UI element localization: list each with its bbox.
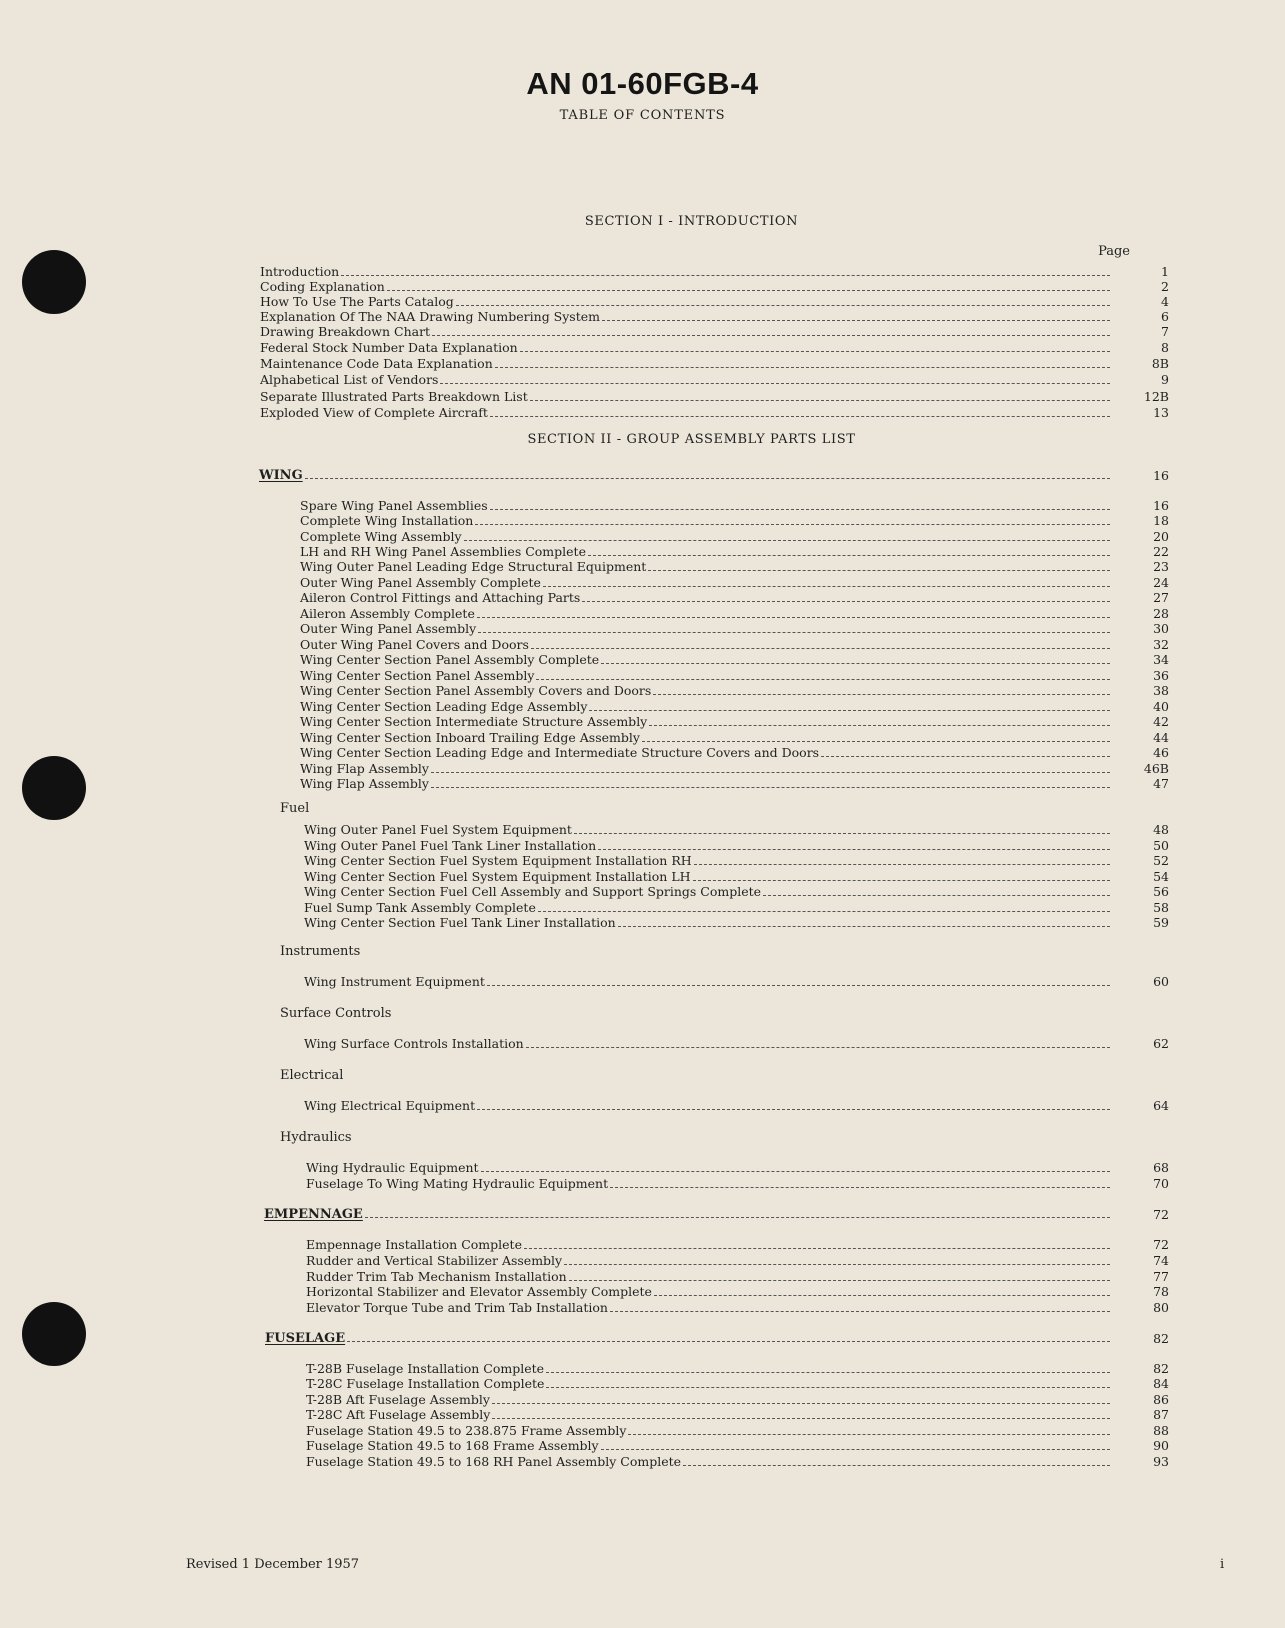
entry-page: 9 — [1161, 372, 1169, 387]
entry-title: Outer Wing Panel Assembly Complete — [300, 575, 541, 590]
dot-leader — [305, 478, 1110, 479]
entry-title: Wing Center Section Fuel Tank Liner Installation — [304, 915, 616, 930]
entry-title: T-28C Aft Fuselage Assembly — [306, 1407, 491, 1422]
toc-entry[interactable] — [300, 683, 1169, 699]
toc-entry[interactable] — [300, 668, 1169, 684]
entry-title: Spare Wing Panel Assemblies — [300, 498, 488, 513]
toc-entry[interactable] — [260, 324, 1169, 340]
toc-entry[interactable] — [300, 498, 1169, 514]
dot-leader — [530, 400, 1110, 401]
dot-leader — [481, 1171, 1110, 1172]
revision-date: Revised 1 December 1957 — [186, 1557, 360, 1572]
entry-page: 82 — [1153, 1361, 1169, 1376]
dot-leader — [683, 1465, 1110, 1466]
entry-page: 68 — [1153, 1160, 1169, 1175]
group-wing[interactable] — [259, 468, 1169, 484]
toc-entry[interactable] — [306, 1237, 1169, 1253]
entry-page: 6 — [1161, 309, 1169, 324]
entry-title: Aileron Control Fittings and Attaching Parts — [300, 590, 581, 605]
entry-page: 46 — [1153, 745, 1169, 760]
entry-page: 18 — [1153, 513, 1169, 528]
group-label-wing: WING — [259, 468, 303, 483]
entry-title: Wing Center Section Leading Edge and Intermediate Structure Covers and Doors — [300, 745, 820, 760]
toc-entry[interactable] — [304, 1098, 1169, 1114]
entry-page: 48 — [1153, 822, 1169, 837]
toc-entry[interactable] — [300, 575, 1169, 591]
entry-page: 23 — [1153, 559, 1169, 574]
entry-page: 12B — [1143, 389, 1169, 404]
toc-entry[interactable] — [304, 974, 1169, 990]
toc-entry[interactable] — [304, 1036, 1169, 1052]
dot-leader — [546, 1387, 1110, 1388]
entry-title: Rudder and Vertical Stabilizer Assembly — [306, 1253, 563, 1268]
entry-title: Alphabetical List of Vendors — [260, 372, 439, 387]
entry-title: Wing Electrical Equipment — [304, 1098, 476, 1113]
subgroup-instruments: Instruments — [280, 944, 361, 959]
dot-leader — [569, 1280, 1110, 1281]
section-1-heading: SECTION I - INTRODUCTION — [584, 214, 799, 229]
entry-title: Wing Center Section Leading Edge Assembly — [300, 699, 588, 714]
dot-leader — [601, 1449, 1110, 1450]
dot-leader — [475, 524, 1110, 525]
dot-leader — [456, 305, 1110, 306]
entry-page: 46B — [1143, 761, 1169, 776]
toc-title: TABLE OF CONTENTS — [559, 108, 726, 123]
toc-entry[interactable] — [300, 714, 1169, 730]
section-2-heading: SECTION II - GROUP ASSEMBLY PARTS LIST — [527, 432, 856, 447]
dot-leader — [694, 864, 1110, 865]
entry-page: 24 — [1153, 575, 1169, 590]
entry-page: 32 — [1153, 637, 1169, 652]
toc-entry[interactable] — [260, 389, 1169, 405]
subgroup-hydraulics: Hydraulics — [280, 1130, 352, 1145]
toc-entry[interactable] — [300, 730, 1169, 746]
dot-leader — [546, 1372, 1110, 1373]
binder-hole-bottom — [22, 1302, 86, 1366]
entry-title: Fuel Sump Tank Assembly Complete — [304, 900, 536, 915]
dot-leader — [526, 1047, 1110, 1048]
entry-page: 86 — [1153, 1392, 1169, 1407]
toc-entry[interactable] — [300, 776, 1169, 792]
group-fuselage[interactable] — [265, 1331, 1169, 1347]
entry-page: 90 — [1153, 1438, 1169, 1453]
entry-title: Elevator Torque Tube and Trim Tab Installation — [306, 1300, 608, 1315]
toc-entry[interactable] — [260, 309, 1169, 325]
dot-leader — [536, 679, 1110, 680]
dot-leader — [520, 351, 1110, 352]
entry-title: Introduction — [260, 264, 340, 279]
toc-entry[interactable] — [260, 356, 1169, 372]
entry-page: 27 — [1153, 590, 1169, 605]
entry-page: 4 — [1161, 294, 1169, 309]
toc-entry[interactable] — [300, 761, 1169, 777]
entry-title: Rudder Trim Tab Mechanism Installation — [306, 1269, 567, 1284]
entry-title: Maintenance Code Data Explanation — [260, 356, 493, 371]
entry-title: Aileron Assembly Complete — [300, 606, 475, 621]
toc-entry[interactable] — [300, 606, 1169, 622]
toc-entry[interactable] — [304, 853, 1169, 869]
entry-page: 38 — [1153, 683, 1169, 698]
page-number: i — [1220, 1557, 1225, 1572]
entry-page: 30 — [1153, 621, 1169, 636]
entry-page: 93 — [1153, 1454, 1169, 1469]
toc-entry[interactable] — [300, 699, 1169, 715]
dot-leader — [610, 1187, 1110, 1188]
entry-page: 78 — [1153, 1284, 1169, 1299]
entry-page: 70 — [1153, 1176, 1169, 1191]
toc-entry[interactable] — [306, 1269, 1169, 1285]
dot-leader — [477, 617, 1110, 618]
group-empennage[interactable] — [264, 1207, 1169, 1223]
dot-leader — [564, 1264, 1110, 1265]
entry-title: Outer Wing Panel Covers and Doors — [300, 637, 529, 652]
toc-entry[interactable] — [260, 264, 1169, 280]
entry-title: Empennage Installation Complete — [306, 1237, 522, 1252]
entry-page: 42 — [1153, 714, 1169, 729]
dot-leader — [821, 756, 1110, 757]
entry-title: Wing Center Section Panel Assembly Complete — [300, 652, 600, 667]
toc-entry[interactable] — [306, 1176, 1169, 1192]
entry-title: Complete Wing Installation — [300, 513, 474, 528]
entry-title: Outer Wing Panel Assembly — [300, 621, 477, 636]
dot-leader — [654, 1295, 1110, 1296]
entry-page: 40 — [1153, 699, 1169, 714]
entry-page: 28 — [1153, 606, 1169, 621]
toc-entry[interactable] — [300, 637, 1169, 653]
entry-title: Wing Center Section Fuel System Equipment Installation LH — [304, 869, 691, 884]
toc-entry[interactable] — [304, 900, 1169, 916]
toc-entry[interactable] — [260, 279, 1169, 295]
entry-title: Fuselage To Wing Mating Hydraulic Equipment — [306, 1176, 609, 1191]
entry-page: 20 — [1153, 529, 1169, 544]
dot-leader — [490, 416, 1110, 417]
dot-leader — [653, 694, 1110, 695]
entry-title: Wing Flap Assembly — [300, 776, 429, 791]
entry-page: 80 — [1153, 1300, 1169, 1315]
entry-title: Wing Center Section Panel Assembly Covers and Doors — [300, 683, 652, 698]
dot-leader — [464, 540, 1110, 541]
page-column-label: Page — [1098, 244, 1130, 259]
dot-leader — [618, 926, 1110, 927]
toc-entry[interactable] — [306, 1407, 1169, 1423]
dot-leader — [524, 1248, 1110, 1249]
toc-entry[interactable] — [304, 884, 1169, 900]
toc-entry[interactable] — [260, 340, 1169, 356]
toc-entry[interactable] — [300, 559, 1169, 575]
entry-title: Drawing Breakdown Chart — [260, 324, 431, 339]
entry-page: 87 — [1153, 1407, 1169, 1422]
entry-title: Horizontal Stabilizer and Elevator Assembly Complete — [306, 1284, 652, 1299]
entry-title: Wing Center Section Fuel System Equipment Installation RH — [304, 853, 692, 868]
dot-leader — [610, 1311, 1110, 1312]
dot-leader — [588, 555, 1110, 556]
dot-leader — [387, 290, 1110, 291]
entry-title: Coding Explanation — [260, 279, 385, 294]
dot-leader — [432, 335, 1110, 336]
toc-entry[interactable] — [300, 621, 1169, 637]
entry-page: 77 — [1153, 1269, 1169, 1284]
dot-leader — [431, 787, 1110, 788]
toc-entry[interactable] — [306, 1454, 1169, 1470]
entry-title: LH and RH Wing Panel Assemblies Complete — [300, 544, 586, 559]
dot-leader — [478, 632, 1110, 633]
dot-leader — [495, 367, 1110, 368]
toc-entry[interactable] — [306, 1376, 1169, 1392]
dot-leader — [763, 895, 1110, 896]
group-page: 82 — [1153, 1331, 1169, 1346]
dot-leader — [365, 1217, 1110, 1218]
entry-title: Wing Outer Panel Fuel Tank Liner Installation — [304, 838, 597, 853]
entry-title: Fuselage Station 49.5 to 168 RH Panel Assembly Complete — [306, 1454, 682, 1469]
entry-title: Wing Outer Panel Leading Edge Structural Equipment — [300, 559, 647, 574]
entry-title: Fuselage Station 49.5 to 238.875 Frame Assembly — [306, 1423, 627, 1438]
entry-title: Wing Center Section Inboard Trailing Edge Assembly — [300, 730, 640, 745]
dot-leader — [628, 1434, 1110, 1435]
entry-page: 22 — [1153, 544, 1169, 559]
entry-page: 59 — [1153, 915, 1169, 930]
toc-entry[interactable] — [304, 915, 1169, 931]
entry-title: Fuselage Station 49.5 to 168 Frame Assembly — [306, 1438, 599, 1453]
toc-entry[interactable] — [300, 544, 1169, 560]
dot-leader — [602, 320, 1110, 321]
entry-page: 36 — [1153, 668, 1169, 683]
dot-leader — [582, 601, 1110, 602]
entry-title: Wing Outer Panel Fuel System Equipment — [304, 822, 572, 837]
toc-entry[interactable] — [306, 1423, 1169, 1439]
entry-page: 44 — [1153, 730, 1169, 745]
dot-leader — [642, 741, 1110, 742]
toc-entry[interactable] — [306, 1253, 1169, 1269]
entry-page: 8B — [1151, 356, 1169, 371]
binder-hole-top — [22, 250, 86, 314]
entry-page: 88 — [1153, 1423, 1169, 1438]
entry-page: 13 — [1153, 405, 1169, 420]
entry-page: 50 — [1153, 838, 1169, 853]
toc-entry[interactable] — [300, 652, 1169, 668]
entry-page: 16 — [1153, 498, 1169, 513]
dot-leader — [492, 1403, 1110, 1404]
dot-leader — [538, 911, 1110, 912]
dot-leader — [589, 710, 1110, 711]
entry-title: Wing Center Section Fuel Cell Assembly and Support Springs Complete — [304, 884, 762, 899]
subgroup-electrical: Electrical — [280, 1068, 344, 1083]
toc-entry[interactable] — [300, 590, 1169, 606]
binder-hole-middle — [22, 756, 86, 820]
subgroup-fuel: Fuel — [280, 801, 310, 816]
group-page: 72 — [1153, 1207, 1169, 1222]
entry-page: 62 — [1153, 1036, 1169, 1051]
toc-entry[interactable] — [306, 1361, 1169, 1377]
toc-entry[interactable] — [306, 1284, 1169, 1300]
entry-title: Wing Surface Controls Installation — [304, 1036, 524, 1051]
entry-page: 72 — [1153, 1237, 1169, 1252]
entry-page: 60 — [1153, 974, 1169, 989]
dot-leader — [648, 570, 1110, 571]
toc-entry[interactable] — [260, 294, 1169, 310]
toc-entry[interactable] — [306, 1392, 1169, 1408]
dot-leader — [440, 383, 1110, 384]
entry-page: 1 — [1161, 264, 1169, 279]
entry-title: Explanation Of The NAA Drawing Numbering System — [260, 309, 600, 324]
entry-title: T-28B Aft Fuselage Assembly — [306, 1392, 490, 1407]
entry-page: 52 — [1153, 853, 1169, 868]
entry-title: Wing Center Section Intermediate Structure Assembly — [300, 714, 648, 729]
dot-leader — [477, 1109, 1110, 1110]
entry-page: 56 — [1153, 884, 1169, 899]
entry-page: 2 — [1161, 279, 1169, 294]
entry-title: Federal Stock Number Data Explanation — [260, 340, 518, 355]
toc-entry[interactable] — [300, 529, 1169, 545]
toc-entry[interactable] — [304, 822, 1169, 838]
toc-entry[interactable] — [260, 405, 1169, 421]
entry-title: How To Use The Parts Catalog — [260, 294, 454, 309]
entry-title: Complete Wing Assembly — [300, 529, 462, 544]
entry-title: Wing Flap Assembly — [300, 761, 429, 776]
dot-leader — [601, 663, 1110, 664]
dot-leader — [598, 849, 1110, 850]
toc-entry[interactable] — [306, 1160, 1169, 1176]
dot-leader — [492, 1418, 1110, 1419]
dot-leader — [649, 725, 1110, 726]
group-page: 16 — [1153, 468, 1169, 483]
toc-entry[interactable] — [306, 1438, 1169, 1454]
group-label-fuselage: FUSELAGE — [265, 1331, 346, 1346]
entry-page: 47 — [1153, 776, 1169, 791]
dot-leader — [693, 880, 1110, 881]
dot-leader — [543, 586, 1110, 587]
dot-leader — [574, 833, 1110, 834]
subgroup-surface-controls: Surface Controls — [280, 1006, 392, 1021]
dot-leader — [487, 985, 1110, 986]
document-number: AN 01-60FGB-4 — [526, 66, 759, 101]
toc-entry[interactable] — [260, 372, 1169, 388]
entry-title: Exploded View of Complete Aircraft — [260, 405, 488, 420]
entry-title: Wing Hydraulic Equipment — [306, 1160, 479, 1175]
entry-page: 84 — [1153, 1376, 1169, 1391]
entry-title: Separate Illustrated Parts Breakdown List — [260, 389, 528, 404]
entry-page: 34 — [1153, 652, 1169, 667]
entry-title: Wing Instrument Equipment — [304, 974, 485, 989]
entry-page: 54 — [1153, 869, 1169, 884]
toc-entry[interactable] — [304, 838, 1169, 854]
toc-entry[interactable] — [300, 513, 1169, 529]
entry-page: 7 — [1161, 324, 1169, 339]
entry-page: 58 — [1153, 900, 1169, 915]
dot-leader — [347, 1341, 1110, 1342]
entry-page: 8 — [1161, 340, 1169, 355]
toc-entry[interactable] — [306, 1300, 1169, 1316]
group-label-empennage: EMPENNAGE — [264, 1207, 363, 1222]
dot-leader — [490, 509, 1110, 510]
entry-title: T-28B Fuselage Installation Complete — [306, 1361, 545, 1376]
dot-leader — [431, 772, 1110, 773]
dot-leader — [531, 648, 1110, 649]
entry-page: 64 — [1153, 1098, 1169, 1113]
dot-leader — [341, 275, 1110, 276]
entry-page: 74 — [1153, 1253, 1169, 1268]
toc-entry[interactable] — [300, 745, 1169, 761]
entry-title: T-28C Fuselage Installation Complete — [306, 1376, 545, 1391]
toc-entry[interactable] — [304, 869, 1169, 885]
entry-title: Wing Center Section Panel Assembly — [300, 668, 535, 683]
